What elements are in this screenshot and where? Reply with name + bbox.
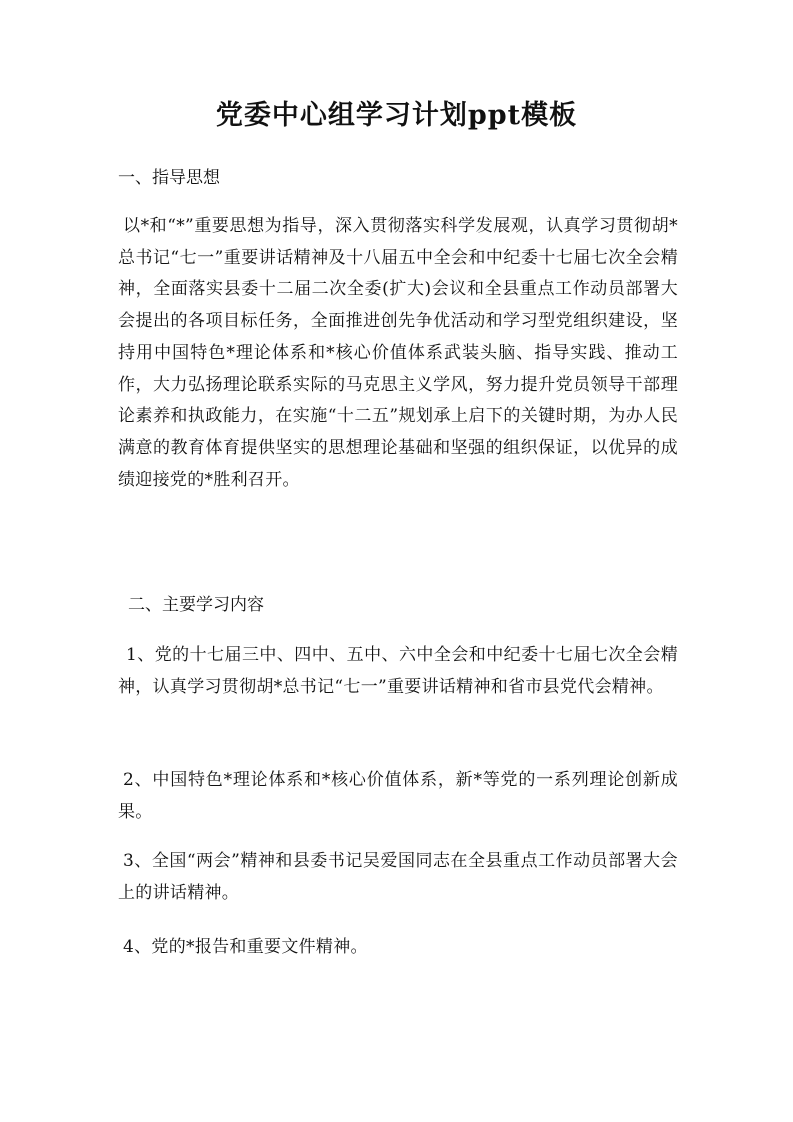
- study-item-1: 1、党的十七届三中、四中、五中、六中全会和中纪委十七届七次全会精神，认真学习贯彻胡*总书记“七一”重要讲话精神和省市县党代会精神。: [118, 645, 678, 697]
- study-item-2: 2、中国特色*理论体系和*核心价值体系，新*等党的一系列理论创新成果。: [118, 770, 678, 822]
- study-item-4: 4、党的*报告和重要文件精神。: [123, 937, 368, 957]
- study-item-3: 3、全国“两会”精神和县委书记吴爱国同志在全县重点工作动员部署大会上的讲话精神。: [118, 851, 678, 903]
- guiding-thought-paragraph: 以*和“*”重要思想为指导，深入贯彻落实科学发展观，认真学习贯彻胡*总书记“七一”重要讲话精神及十八届五中全会和中纪委十七届七次全会精神，全面落实县委十二届二次全委(扩大)会议和全县重点工作动员部署大会提出的各项目标任务，全面推进创先争优活动和学习型党组织建设，坚持用中国特色*理论体系和*核心价值体系武装头脑、指导实践、推动工作，大力弘扬理论联系实际的马克思主义学风，努力提升党员领导干部理论素养和执政能力，在实施“十二五”规划承上启下的关键时期，为办人民满意的教育体育提供坚实的思想理论基础和坚强的组织保证，以优异的成绩迎接党的*胜利召开。: [118, 216, 678, 490]
- section-heading-guiding-thought: 一、指导思想: [118, 168, 220, 188]
- section-heading-study-content: 二、主要学习内容: [128, 595, 264, 615]
- document-title: 党委中心组学习计划ppt模板: [215, 100, 578, 131]
